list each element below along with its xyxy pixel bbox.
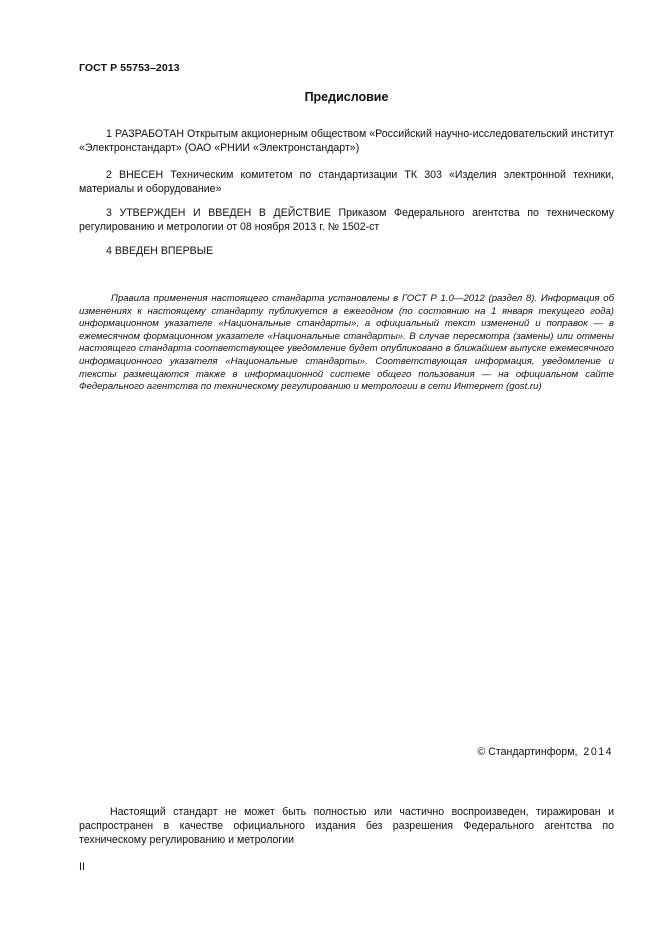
copyright-holder: © Стандартинформ, xyxy=(477,746,578,758)
page-title: Предисловие xyxy=(304,90,389,104)
foreword-item-introduced: 4 ВВЕДЕН ВПЕРВЫЕ xyxy=(106,245,214,257)
foreword-item-developed: 1 РАЗРАБОТАН Открытым акционерным обществом «Российский научно-исследовательский институт «Электронстандарт» (ОАО «РНИИ «Электронстандарт») xyxy=(79,128,614,154)
copyright-line xyxy=(477,746,613,758)
copyright-year: 2014 xyxy=(583,746,613,758)
reproduction-notice: Настоящий стандарт не может быть полностью или частично воспроизведен, тиражирован и распространен в качестве официального издания без разрешения Федерального агентства по техническому регулированию и метрологии xyxy=(79,806,614,846)
foreword-item-approved: 3 УТВЕРЖДЕН И ВВЕДЕН В ДЕЙСТВИЕ Приказом Федерального агентства по техническому регулированию и метрологии от 08 ноября 2013 г. № 1502-ст xyxy=(79,207,614,233)
document-header-id: ГОСТ Р 55753–2013 xyxy=(79,62,180,74)
foreword-item-submitted: 2 ВНЕСЕН Техническим комитетом по стандартизации ТК 303 «Изделия электронной техники, материалы и оборудование» xyxy=(79,169,614,195)
application-rules-notice: Правила применения настоящего стандарта установлены в ГОСТ Р 1.0—2012 (раздел 8). Информация об изменениях к настоящему стандарту публикуется в ежегодном (по состоянию на 1 января текущего года) информационном указателе «Национальные стандарты», а официальный текст изменений и поправок — в ежемесячном формационном указателе «Национальные стандарты». В случае пересмотра (замены) или отмены настоящего стандарта соответствующее уведомление будет опубликовано в ближайшем выпуске ежемесячного информационного указателя «Национальные стандарты». Соответствующая информация, уведомление и тексты размещаются также в информационной системе общего пользования — на официальном сайте Федерального агентства по техническому регулированию и метрологии в сети Интернет (gost.ru) xyxy=(79,293,614,393)
page-number: II xyxy=(79,861,85,873)
